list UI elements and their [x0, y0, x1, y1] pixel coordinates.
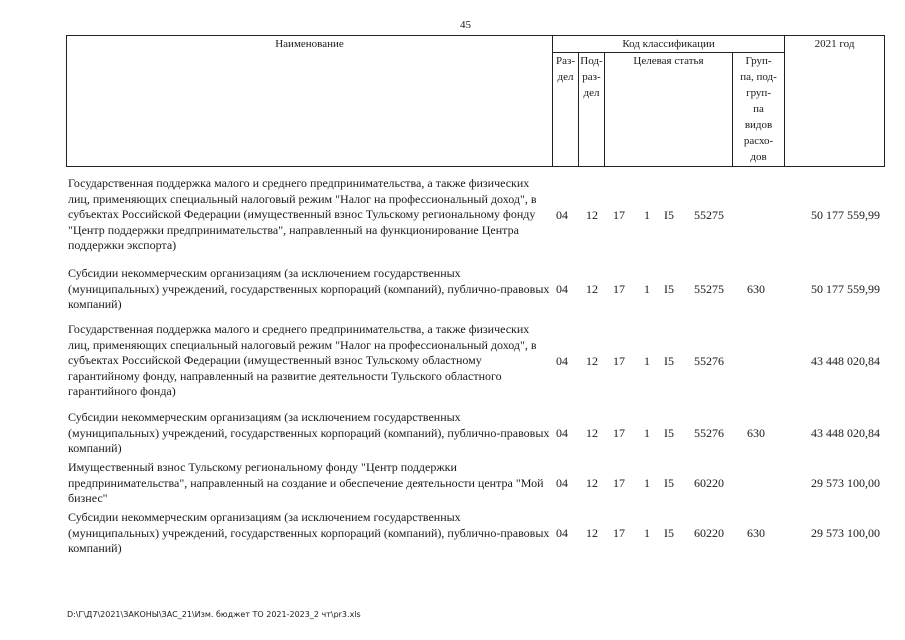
- row-podrazdel: 12: [586, 354, 598, 368]
- row-name: Государственная поддержка малого и среднего предпринимательства, а также физических лиц, применяющих специальный налоговый режим "Налог на профессиональный доход", в субъектах Российской Федерации (имущественный взнос Тульскому областному гарантийному фонду, направленный на развитие деятельности Тульского областного гарантийного фонда): [68, 322, 537, 398]
- table-row: [66, 410, 884, 458]
- row-amount: 43 448 020,84: [811, 354, 880, 368]
- row-target-direction: 55275: [694, 208, 724, 222]
- row-name: Субсидии некоммерческим организациям (за исключением государственных (муниципальных) учреждений, государственных корпораций (компаний), публично-правовых компаний): [68, 266, 550, 311]
- header-group: Груп- па, под- груп- па видов расхо- дов: [733, 53, 785, 167]
- row-razdel: 04: [556, 282, 568, 296]
- table-row: [66, 176, 884, 262]
- row-target-subprogram: 1: [644, 282, 650, 296]
- table-row: [66, 460, 884, 508]
- row-razdel: 04: [556, 208, 568, 222]
- row-podrazdel: 12: [586, 476, 598, 490]
- row-target-subprogram: 1: [644, 426, 650, 440]
- row-target-subprogram: 1: [644, 208, 650, 222]
- row-target-project: I5: [664, 526, 674, 540]
- row-group: 630: [747, 426, 765, 440]
- table-header: [66, 35, 885, 167]
- header-razdel: Раз- дел: [553, 53, 579, 167]
- row-razdel: 04: [556, 354, 568, 368]
- header-target: Целевая статья: [605, 53, 733, 167]
- header-podrazdel: Под- раз- дел: [579, 53, 605, 167]
- row-podrazdel: 12: [586, 526, 598, 540]
- row-target-direction: 60220: [694, 526, 724, 540]
- row-amount: 50 177 559,99: [811, 282, 880, 296]
- table-row: [66, 322, 884, 402]
- row-amount: 43 448 020,84: [811, 426, 880, 440]
- header-year: 2021 год: [785, 36, 885, 167]
- row-podrazdel: 12: [586, 426, 598, 440]
- row-group: 630: [747, 282, 765, 296]
- row-name: Имущественный взнос Тульскому региональному фонду "Центр поддержки предпринимательства", направленный на создание и обеспечение деятельности центра "Мой бизнес": [68, 460, 544, 505]
- row-razdel: 04: [556, 476, 568, 490]
- table-row: [66, 266, 884, 314]
- row-group: 630: [747, 526, 765, 540]
- row-name: Субсидии некоммерческим организациям (за исключением государственных (муниципальных) учреждений, государственных корпораций (компаний), публично-правовых компаний): [68, 510, 550, 555]
- row-target-direction: 60220: [694, 476, 724, 490]
- row-target-direction: 55276: [694, 354, 724, 368]
- header-code: Код классификации: [553, 36, 785, 53]
- row-target-subprogram: 1: [644, 476, 650, 490]
- row-amount: 50 177 559,99: [811, 208, 880, 222]
- row-target-subprogram: 1: [644, 354, 650, 368]
- row-target-direction: 55276: [694, 426, 724, 440]
- row-target-project: I5: [664, 426, 674, 440]
- row-target-direction: 55275: [694, 282, 724, 296]
- row-target-project: I5: [664, 476, 674, 490]
- row-target-program: 17: [613, 476, 625, 490]
- row-podrazdel: 12: [586, 282, 598, 296]
- page-number: 45: [460, 19, 471, 31]
- file-path-footer: D:\Г\Д7\2021\ЗАКОНЫ\ЗАС_21\Изм. бюджет ТО 2021-2023_2 чт\pr3.xls: [67, 610, 361, 619]
- row-razdel: 04: [556, 526, 568, 540]
- row-name: Государственная поддержка малого и среднего предпринимательства, а также физических лиц, применяющих специальный налоговый режим "Налог на профессиональный доход", в субъектах Российской Федерации (имущественный взнос Тульскому региональному фонду "Центр поддержки предпринимательства", направленный на функционирование Центра поддержки экспорта): [68, 176, 537, 252]
- row-podrazdel: 12: [586, 208, 598, 222]
- table-row: [66, 510, 884, 558]
- row-target-subprogram: 1: [644, 526, 650, 540]
- row-name: Субсидии некоммерческим организациям (за исключением государственных (муниципальных) учреждений, государственных корпораций (компаний), публично-правовых компаний): [68, 410, 550, 455]
- header-name: Наименование: [67, 36, 553, 167]
- row-target-program: 17: [613, 426, 625, 440]
- row-target-project: I5: [664, 282, 674, 296]
- row-razdel: 04: [556, 426, 568, 440]
- row-target-program: 17: [613, 354, 625, 368]
- row-amount: 29 573 100,00: [811, 476, 880, 490]
- row-target-program: 17: [613, 526, 625, 540]
- row-amount: 29 573 100,00: [811, 526, 880, 540]
- row-target-program: 17: [613, 208, 625, 222]
- row-target-project: I5: [664, 208, 674, 222]
- row-target-program: 17: [613, 282, 625, 296]
- row-target-project: I5: [664, 354, 674, 368]
